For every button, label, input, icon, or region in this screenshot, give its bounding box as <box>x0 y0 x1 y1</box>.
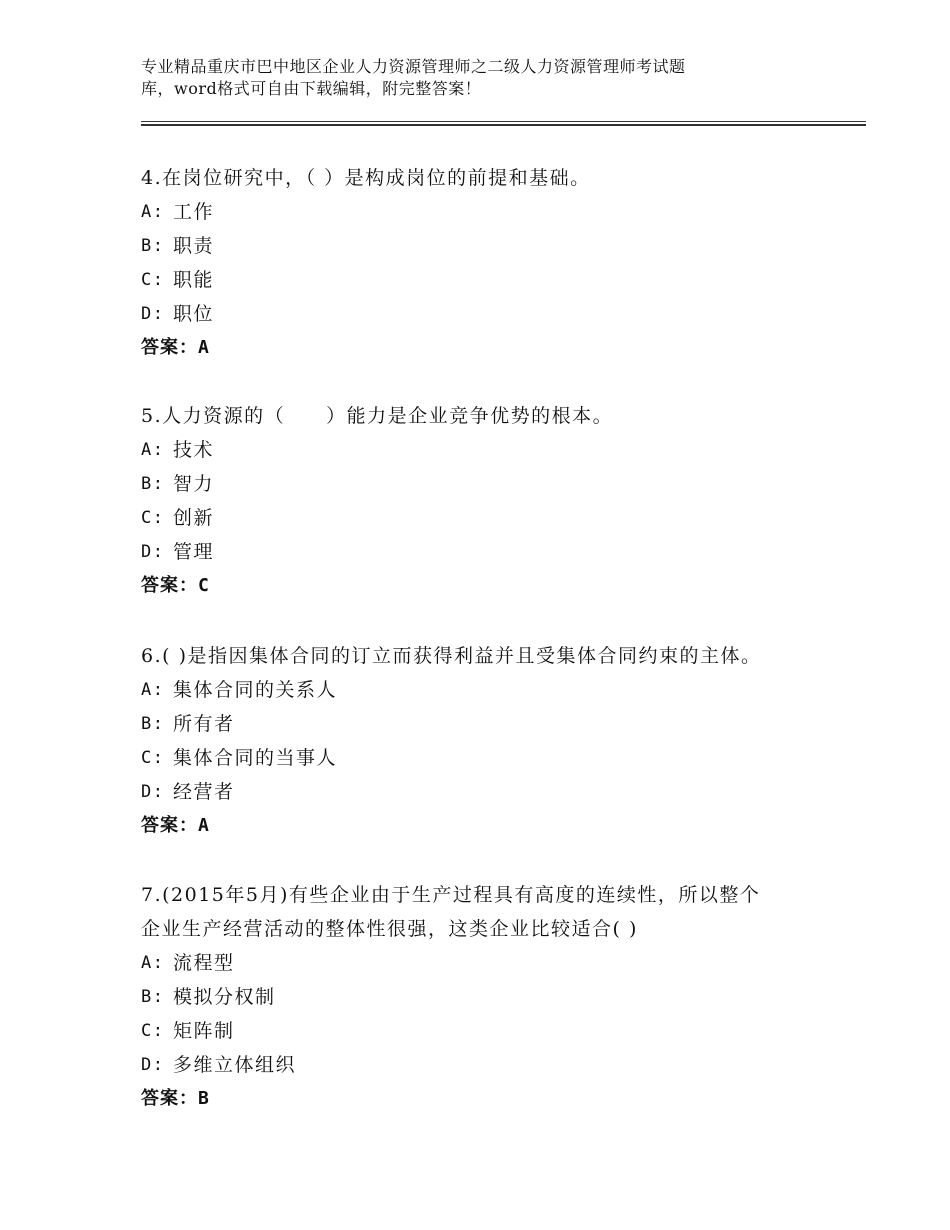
answer-label: 答案： <box>141 815 198 836</box>
option-key: D: <box>141 542 165 562</box>
option-key: B: <box>141 714 165 734</box>
question-stem-line-2: 企业生产经营活动的整体性很强，这类企业比较适合( ) <box>141 918 638 940</box>
option-key: C: <box>141 1021 165 1041</box>
document-header <box>141 56 841 100</box>
option-key: B: <box>141 474 165 494</box>
answer-value: A <box>198 337 209 358</box>
option-key: C: <box>141 508 165 528</box>
option-key: D: <box>141 782 165 802</box>
option-a <box>141 433 821 467</box>
option-text: 矩阵制 <box>173 1020 235 1042</box>
answer-label: 答案： <box>141 1088 198 1109</box>
answer-line <box>141 331 821 365</box>
option-text: 工作 <box>173 201 215 223</box>
option-c <box>141 741 821 775</box>
option-key: A: <box>141 202 165 222</box>
header-line-2: 库，word格式可自由下载编辑，附完整答案！ <box>141 79 482 98</box>
header-divider-thin <box>141 121 866 122</box>
answer-line <box>141 1082 821 1116</box>
option-key: A: <box>141 680 165 700</box>
option-text: 职责 <box>173 235 215 257</box>
option-a <box>141 195 821 229</box>
option-key: A: <box>141 953 165 973</box>
answer-value: A <box>198 815 209 836</box>
option-text: 流程型 <box>173 952 235 974</box>
answer-line <box>141 809 821 843</box>
question-stem: 4.在岗位研究中，（ ）是构成岗位的前提和基础。 <box>141 167 591 189</box>
option-d <box>141 297 821 331</box>
option-text: 创新 <box>173 507 215 529</box>
option-a <box>141 673 821 707</box>
option-key: B: <box>141 987 165 1007</box>
option-key: B: <box>141 236 165 256</box>
option-text: 职位 <box>173 303 215 325</box>
option-text: 多维立体组织 <box>173 1054 297 1076</box>
option-key: C: <box>141 748 165 768</box>
answer-value: B <box>198 1088 209 1109</box>
header-line-1: 专业精品重庆市巴中地区企业人力资源管理师之二级人力资源管理师考试题 <box>141 57 686 76</box>
option-text: 集体合同的当事人 <box>173 747 338 769</box>
question-7 <box>141 878 821 1116</box>
option-key: A: <box>141 440 165 460</box>
option-c <box>141 263 821 297</box>
option-text: 技术 <box>173 439 215 461</box>
option-b <box>141 707 821 741</box>
question-stem: 6.( )是指因集体合同的订立而获得利益并且受集体合同约束的主体。 <box>141 645 762 667</box>
header-divider-thick <box>141 124 866 126</box>
option-text: 职能 <box>173 269 215 291</box>
question-stem: 5.人力资源的（ ）能力是企业竞争优势的根本。 <box>141 405 614 427</box>
option-d <box>141 775 821 809</box>
option-key: C: <box>141 270 165 290</box>
question-4 <box>141 161 821 365</box>
answer-value: C <box>198 575 209 596</box>
option-text: 智力 <box>173 473 215 495</box>
option-text: 集体合同的关系人 <box>173 679 338 701</box>
option-key: D: <box>141 1055 165 1075</box>
question-6 <box>141 639 821 843</box>
answer-line <box>141 569 821 603</box>
answer-label: 答案： <box>141 575 198 596</box>
option-c <box>141 1014 821 1048</box>
answer-label: 答案： <box>141 337 198 358</box>
option-key: D: <box>141 304 165 324</box>
option-a <box>141 946 821 980</box>
option-text: 模拟分权制 <box>173 986 276 1008</box>
option-text: 管理 <box>173 541 215 563</box>
question-5 <box>141 399 821 603</box>
option-text: 经营者 <box>173 781 235 803</box>
option-d <box>141 1048 821 1082</box>
question-stem-line-1: 7.(2015年5月)有些企业由于生产过程具有高度的连续性，所以整个 <box>141 884 761 906</box>
option-b <box>141 980 821 1014</box>
option-d <box>141 535 821 569</box>
option-b <box>141 229 821 263</box>
option-text: 所有者 <box>173 713 235 735</box>
option-c <box>141 501 821 535</box>
option-b <box>141 467 821 501</box>
